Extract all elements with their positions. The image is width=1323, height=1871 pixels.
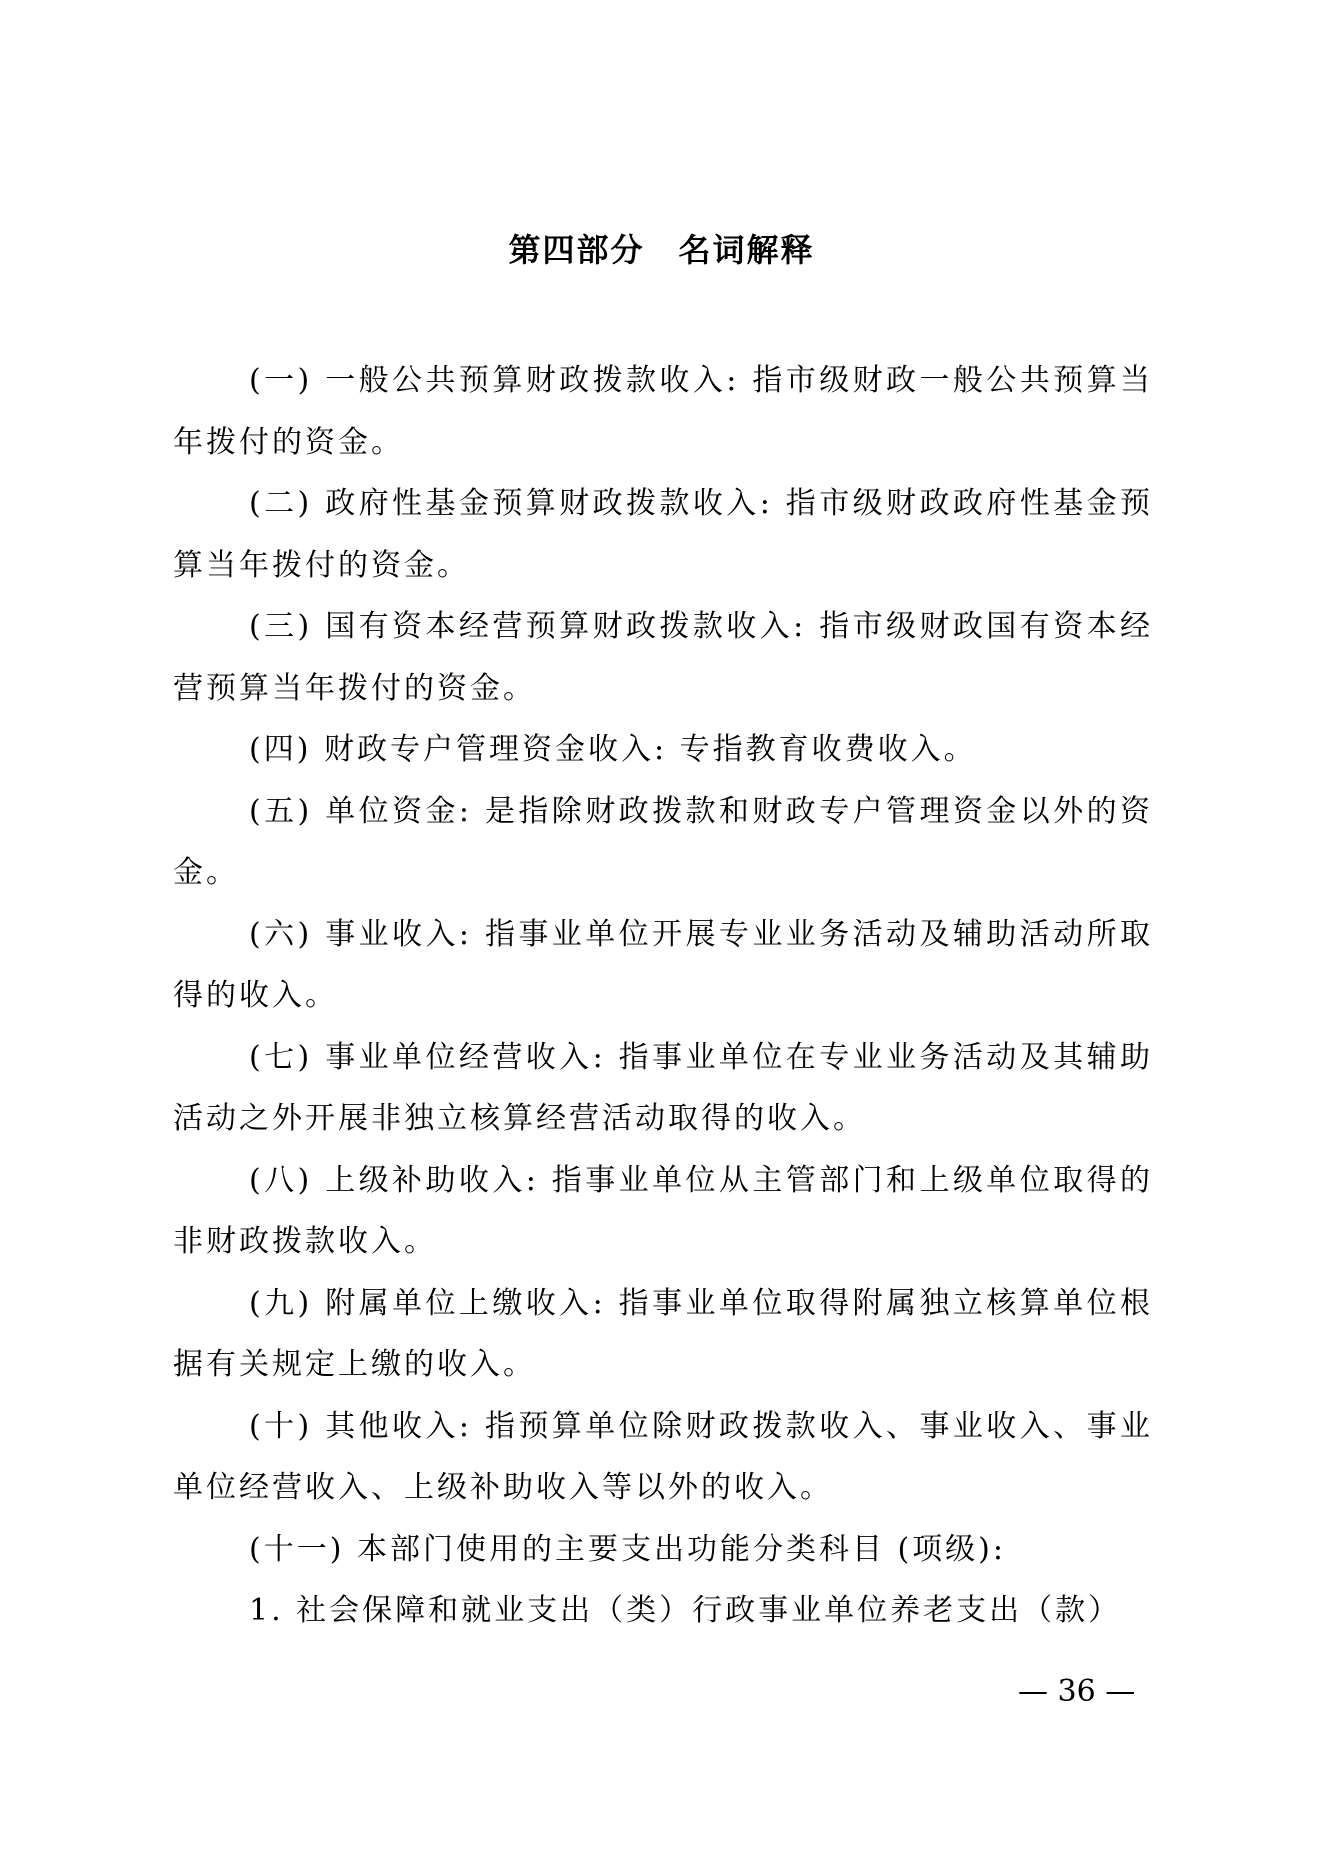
paragraph-10: (十) 其他收入: 指预算单位除财政拨款收入、事业收入、事业单位经营收入、上级补助收入等以外的收入。 <box>173 1408 1153 1505</box>
paragraph-4: (四) 财政专户管理资金收入: 专指教育收费收入。 <box>249 732 977 767</box>
paragraph-3: (三) 国有资本经营预算财政拨款收入: 指市级财政国有资本经营预算当年拨付的资金。 <box>173 609 1153 706</box>
paragraph-1: (一) 一般公共预算财政拨款收入: 指市级财政一般公共预算当年拨付的资金。 <box>173 363 1153 460</box>
paragraph-8: (八) 上级补助收入: 指事业单位从主管部门和上级单位取得的非财政拨款收入。 <box>173 1162 1153 1259</box>
paragraph-11: (十一) 本部门使用的主要支出功能分类科目 (项级): <box>249 1531 1006 1567</box>
page-title: 第四部分 名词解释 <box>508 231 815 269</box>
paragraph-7: (七) 事业单位经营收入: 指事业单位在专业业务活动及其辅助活动之外开展非独立核算经营活动取得的收入。 <box>173 1039 1153 1136</box>
paragraph-12: 1. 社会保障和就业支出（类）行政事业单位养老支出（款） <box>249 1593 1122 1628</box>
page-number: — 36 — <box>1018 1674 1136 1709</box>
paragraph-2: (二) 政府性基金预算财政拨款收入: 指市级财政政府性基金预算当年拨付的资金。 <box>173 486 1153 583</box>
paragraph-9: (九) 附属单位上缴收入: 指事业单位取得附属独立核算单位根据有关规定上缴的收入。 <box>173 1285 1153 1382</box>
paragraph-5: (五) 单位资金: 是指除财政拨款和财政专户管理资金以外的资金。 <box>173 793 1153 890</box>
paragraph-6: (六) 事业收入: 指事业单位开展专业业务活动及辅助活动所取得的收入。 <box>173 916 1153 1013</box>
body-text <box>173 350 1153 1642</box>
